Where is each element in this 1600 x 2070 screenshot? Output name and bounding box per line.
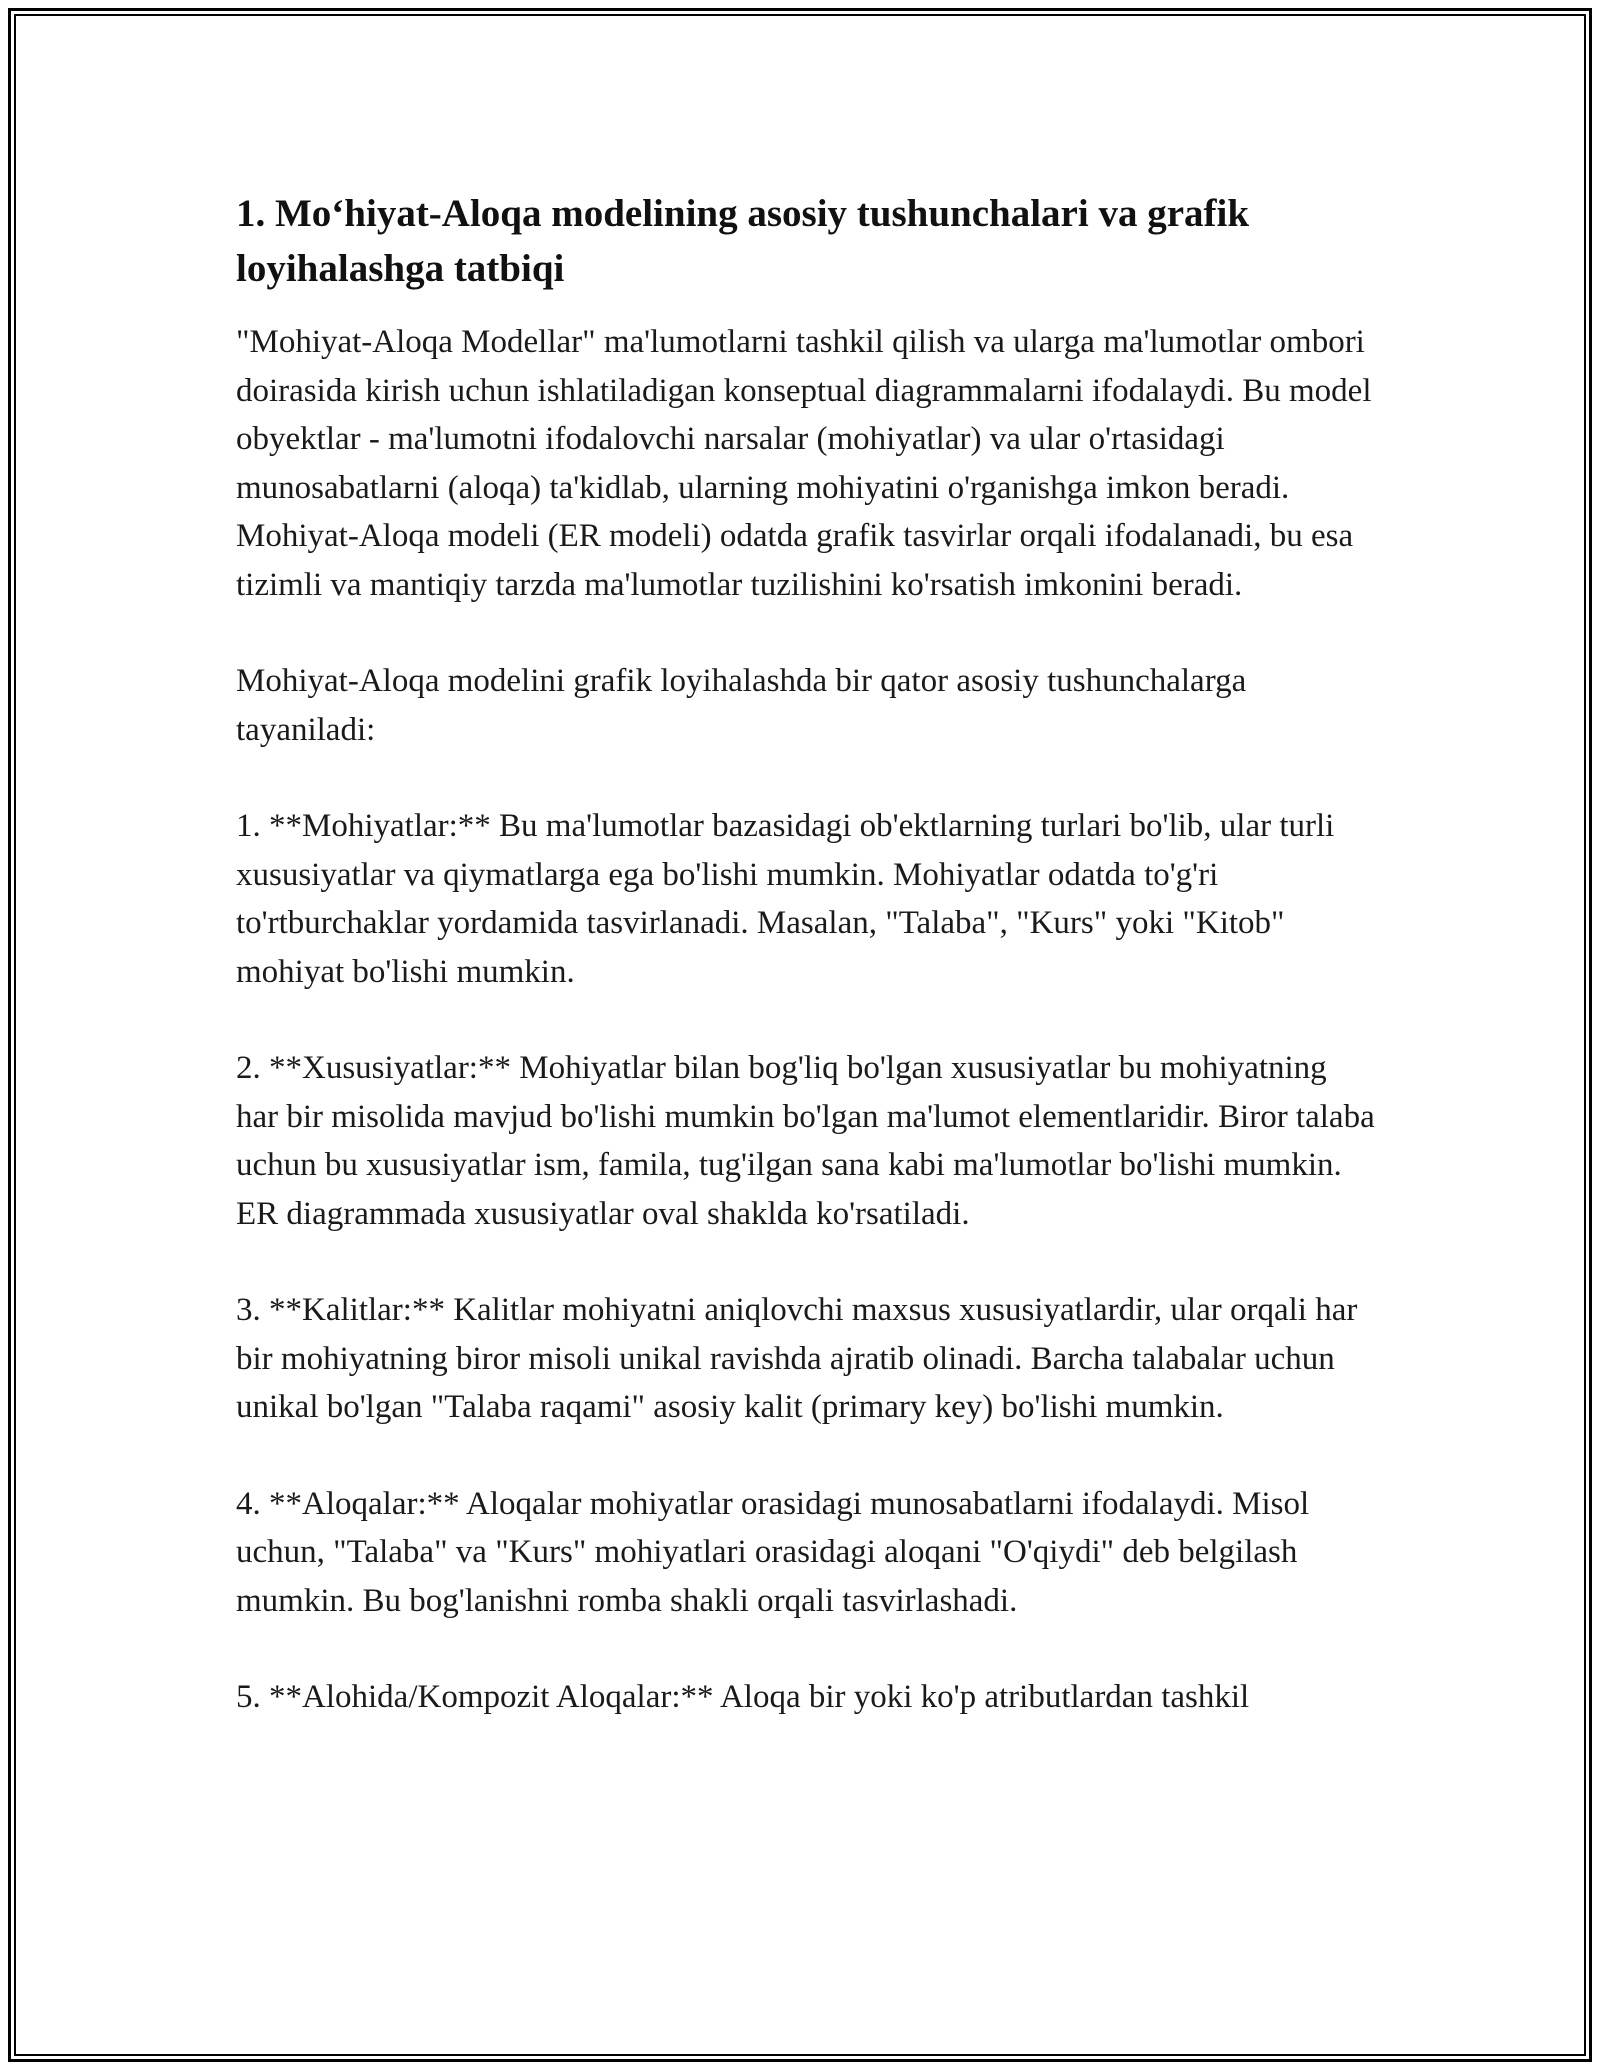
paragraph-keys: 3. **Kalitlar:** Kalitlar mohiyatni aniqlovchi maxsus xususiyatlardir, ular orqali har bir mohiyatning biror misoli unikal ravishda ajratib olinadi. Barcha talabalar uchun unikal bo'lgan "Talaba raqami" asosiy kalit (primary key) bo'lishi mumkin. xyxy=(236,1292,1358,1425)
paragraph-intro: "Mohiyat-Aloqa Modellar" ma'lumotlarni tashkil qilish va ularga ma'lumotlar ombori doirasida kirish uchun ishlatiladigan konseptual diagrammalarni ifodalaydi. Bu model obyektlar - ma'lumotni ifodalovchi narsalar (mohiyatlar) va ular o'rtasidagi munosabatlarni (aloqa) ta'kidlab, ularning mohiyatini o'rganishga imkon beradi. Mohiyat-Aloqa modeli (ER modeli) odatda grafik tasvirlar orqali ifodalanadi, bu esa tizimli va mantiqiy tarzda ma'lumotlar tuzilishini ko'rsatish imkonini beradi. xyxy=(236,324,1372,603)
paragraph-entities: 1. **Mohiyatlar:** Bu ma'lumotlar bazasidagi ob'ektlarning turlari bo'lib, ular turli xususiyatlar va qiymatlarga ega bo'lishi mumkin. Mohiyatlar odatda to'g'ri to'rtburchaklar yordamida tasvirlanadi. Masalan, "Talaba", "Kurs" yoki "Kitob" mohiyat bo'lishi mumkin. xyxy=(236,808,1335,990)
paragraph-concepts-lead: Mohiyat-Aloqa modelini grafik loyihalashda bir qator asosiy tushunchalarga tayaniladi: xyxy=(236,663,1247,748)
paragraph-relationships: 4. **Aloqalar:** Aloqalar mohiyatlar orasidagi munosabatlarni ifodalaydi. Misol uchun, "Talaba" va "Kurs" mohiyatlari orasidagi aloqani "O'qiydi" deb belgilash mumkin. Bu bog'lanishni romba shakli orqali tasvirlashadi. xyxy=(236,1485,1310,1619)
document-title: 1. Mo‘hiyat-Aloqa modelining asosiy tushunchalari va grafik loyihalashga tatbiqi xyxy=(236,192,1250,290)
document-body xyxy=(236,186,1376,1722)
paragraph-attributes: 2. **Xususiyatlar:** Mohiyatlar bilan bog'liq bo'lgan xususiyatlar bu mohiyatning har bir misolida mavjud bo'lishi mumkin bo'lgan ma'lumot elementlaridir. Biror talaba uchun bu xususiyatlar ism, famila, tug'ilgan sana kabi ma'lumotlar bo'lishi mumkin. ER diagrammada xususiyatlar oval shaklda ko'rsatiladi. xyxy=(236,1050,1375,1232)
paragraph-composite-relationships: 5. **Alohida/Kompozit Aloqalar:** Aloqa bir yoki ko'p atributlardan tashkil xyxy=(236,1679,1250,1715)
